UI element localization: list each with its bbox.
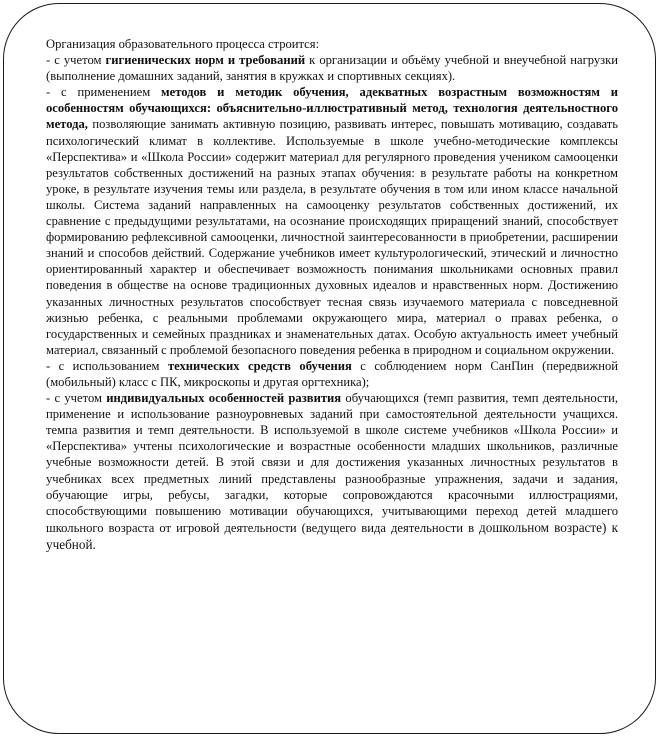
item-individual-features xyxy=(46,390,618,553)
item-methods xyxy=(46,84,618,358)
item-hygiene-text: к организации и объёму учебной и внеучебной нагрузки (выполнение домашних заданий, занятия в кружках и спортивных секциях). xyxy=(46,53,618,84)
item-individual-bold: индивидуальных особенностей развития xyxy=(106,391,342,406)
item-hygiene xyxy=(46,52,618,84)
intro-line: Организация образовательного процесса строится: xyxy=(46,37,320,51)
item-technical-bold: технических средств обучения xyxy=(167,358,352,373)
item-methods-text: позволяющие занимать активную позицию, развивать интерес, повышать мотивацию, создавать психологический климат в коллективе. Используемые в школе учебно-методические комплексы «Перспектива» и «Школа России» содержит материал для регулярного проведения учеником самооценки результатов собственных достижений на разных этапах обучения: в результате работы на конкретном уроке, в результате изучения темы или раздела, в результате обучения в том или ином классе начальной школы. Система заданий направленных на самооценку результатов собственных достижений, их сравнение с предыдущими результатами, на осознание происходящих приращений знаний, способствует формированию рефлексивной самооценки, личностной заинтересованности в приобретении, расширении знаний и способов действий. Содержание учебников имеет культурологический, этический и личностно ориентированный характер и обеспечивает возможность понимания школьниками основных правил поведения в обществе на основе традиционных духовных идеалов и нравственных норм. Достижению указанных личностных результатов способствует тесная связь изучаемого материала с повседневной жизнью ребенка, с реальными проблемами окружающего мира, материал о правах ребенка, о государственных и семейных праздниках и знаменательных датах. Особую актуальность имеет учебный материал, связанный с проблемой безопасного поведения ребенка в природном и социальном окружении. xyxy=(46,117,618,357)
item-technical-means xyxy=(46,358,618,390)
item-individual-text: обучающихся (темп развития, темп деятельности, применение и использование разноуровневых заданий при самостоятельной деятельности учащихся. темпа развития и темп деятельности. В используемой в школе системе учебников «Школа России» и «Перспектива» учтены психологические и возрастные особенности младших школьников, различные учебные возможности детей. В этой связи и для достижения указанных личностных результатов в учебниках всех предметных линий представлены разнообразные упражнения, задачи и задания, обучающие игры, ребусы, загадки, которые сопровождаются красочными иллюстрациями, способствующими повышению мотивации обучающихся, учитывающими переход детей младшего школьного возраста от игровой деятельности (ведущего вида деятельности в xyxy=(46,391,618,535)
item-hygiene-prefix: - с учетом xyxy=(46,53,106,68)
document-body xyxy=(46,36,618,553)
item-methods-bold: методов и методик обучения, адекватных возрастным возможностям и особенностям обучающихся: объяснительно-иллюстративный метод, технология деятельностного метода, xyxy=(46,85,619,132)
item-individual-prefix: - с учетом xyxy=(46,391,107,406)
item-hygiene-bold: гигиенических норм и требований xyxy=(105,53,306,68)
item-technical-text: с соблюдением норм СанПин (передвижной (мобильный) класс с ПК, микроскопы и другая оргтехника); xyxy=(46,358,618,389)
item-technical-prefix: - с использованием xyxy=(46,358,168,373)
item-individual-last-line: дошкольном возрасте) к учебной. xyxy=(46,519,618,552)
item-methods-prefix: - с применением xyxy=(46,85,162,100)
